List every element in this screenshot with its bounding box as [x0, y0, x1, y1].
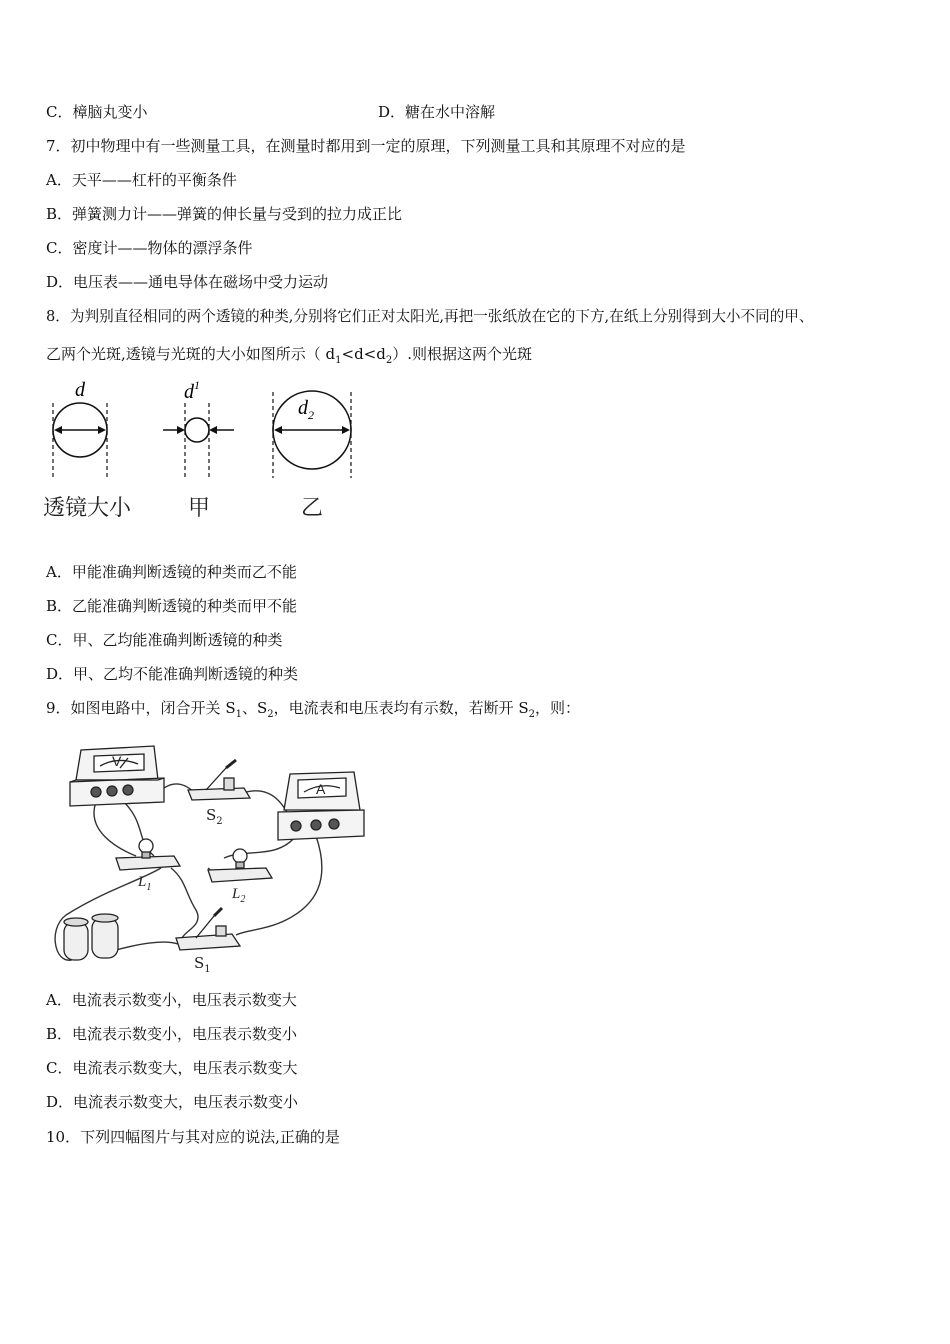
q10-stem: 10．下列四幅图片与其对应的说法,正确的是	[46, 1128, 340, 1146]
q7-stem: 7．初中物理中有一些测量工具，在测量时都用到一定的原理，下列测量工具和其原理不对应的是	[46, 137, 686, 155]
lens-diagram	[53, 379, 107, 478]
q9-option-c: C．电流表示数变大，电压表示数变大	[46, 1059, 298, 1077]
q9-option-d: D．电流表示数变大，电压表示数变小	[46, 1093, 299, 1111]
ammeter-label: A	[316, 781, 326, 797]
switch-s1	[176, 908, 240, 975]
battery	[64, 914, 118, 960]
caption-jia: 甲	[188, 496, 211, 521]
spot-yi-label: $d_2$	[298, 397, 314, 422]
lamp-l2-label: $L_2$	[232, 886, 246, 905]
q7-option-c: C．密度计——物体的漂浮条件	[46, 239, 253, 257]
q8-stem-line2: 乙两个光斑,透镜与光斑的大小如图所示（ $d_1<d<d_2$）.则根据这两个光斑	[46, 345, 533, 366]
spot-jia-label: $d^1$	[184, 378, 200, 403]
spot-jia-diagram	[163, 378, 234, 478]
lamp-l1-label: $L_1$	[138, 874, 152, 893]
switch-s2	[188, 760, 250, 827]
q7-option-a: A．天平——杠杆的平衡条件	[46, 171, 237, 189]
q6-option-d: D．糖在水中溶解	[378, 103, 496, 121]
spot-yi-diagram	[273, 391, 351, 478]
q8-option-c: C．甲、乙均能准确判断透镜的种类	[46, 631, 283, 649]
q8-stem-line1: 8．为判别直径相同的两个透镜的种类,分别将它们正对太阳光,再把一张纸放在它的下方,在纸上分别得到大小不同的甲、	[46, 308, 814, 325]
switch-s1-label: $S_1$	[194, 954, 211, 975]
q8-option-d: D．甲、乙均不能准确判断透镜的种类	[46, 665, 299, 683]
q7-option-b: B．弹簧测力计——弹簧的伸长量与受到的拉力成正比	[46, 205, 403, 223]
q9-option-b: B．电流表示数变小，电压表示数变小	[46, 1025, 298, 1043]
voltmeter	[70, 746, 164, 806]
q8-option-b: B．乙能准确判断透镜的种类而甲不能	[46, 597, 298, 615]
q9-option-a: A．电流表示数变小，电压表示数变大	[46, 991, 297, 1009]
switch-s2-label: $S_2$	[206, 806, 223, 827]
q7-option-d: D．电压表——通电导体在磁场中受力运动	[46, 273, 329, 291]
lamp-l2	[208, 849, 272, 905]
lens-figure	[40, 378, 370, 528]
caption-lens-size: 透镜大小	[43, 496, 132, 521]
voltmeter-label: V	[112, 753, 122, 769]
lens-diameter-label: d	[75, 379, 85, 401]
q9-stem: 9．如图电路中，闭合开关 $S_1$、$S_2$，电流表和电压表均有示数，若断开 $S_2$，则：	[46, 699, 581, 720]
caption-yi: 乙	[301, 496, 324, 521]
ammeter	[278, 772, 364, 840]
q8-option-a: A．甲能准确判断透镜的种类而乙不能	[46, 563, 297, 581]
q6-option-c: C．樟脑丸变小	[46, 103, 148, 121]
circuit-figure	[46, 730, 376, 975]
